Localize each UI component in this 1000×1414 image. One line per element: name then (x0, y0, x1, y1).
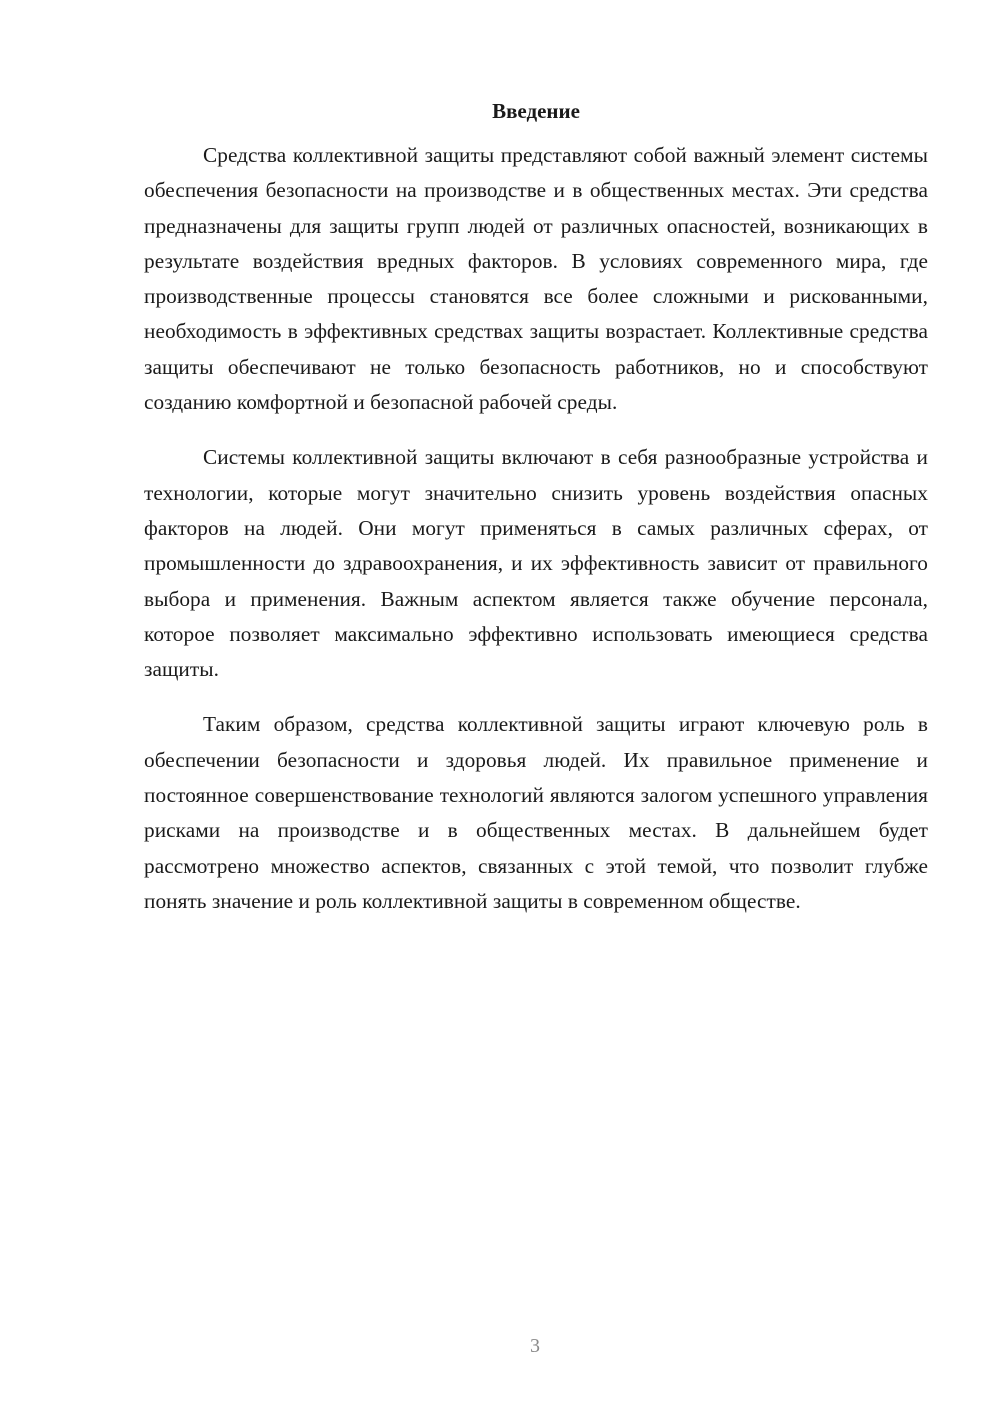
paragraph-2: Системы коллективной защиты включают в себя разнообразные устройства и технологии, которые могут значительно снизить уровень воздействия опасных факторов на людей. Они могут применяться в самых различных сферах, от промышленности до здравоохранения, и их эффективность зависит от правильного выбора и применения. Важным аспектом является также обучение персонала, которое позволяет максимально эффективно использовать имеющиеся средства защиты. (144, 445, 928, 682)
paragraph-1: Средства коллективной защиты представляют собой важный элемент системы обеспечения безопасности на производстве и в общественных местах. Эти средства предназначены для защиты групп людей от различных опасностей, возникающих в результате воздействия вредных факторов. В условиях современного мира, где производственные процессы становятся все более сложными и рискованными, необходимость в эффективных средствах защиты возрастает. Коллективные средства защиты обеспечивают не только безопасность работников, но и способствуют созданию комфортной и безопасной рабочей среды. (144, 143, 928, 415)
page-content (144, 96, 928, 919)
paragraph-3: Таким образом, средства коллективной защиты играют ключевую роль в обеспечении безопасности и здоровья людей. Их правильное применение и постоянное совершенствование технологий являются залогом успешного управления рисками на производстве и в общественных местах. В дальнейшем будет рассмотрено множество аспектов, связанных с этой темой, что позволит глубже понять значение и роль коллективной защиты в современном обществе. (144, 712, 928, 913)
section-heading: Введение (492, 99, 580, 123)
page-number: 3 (530, 1335, 540, 1357)
